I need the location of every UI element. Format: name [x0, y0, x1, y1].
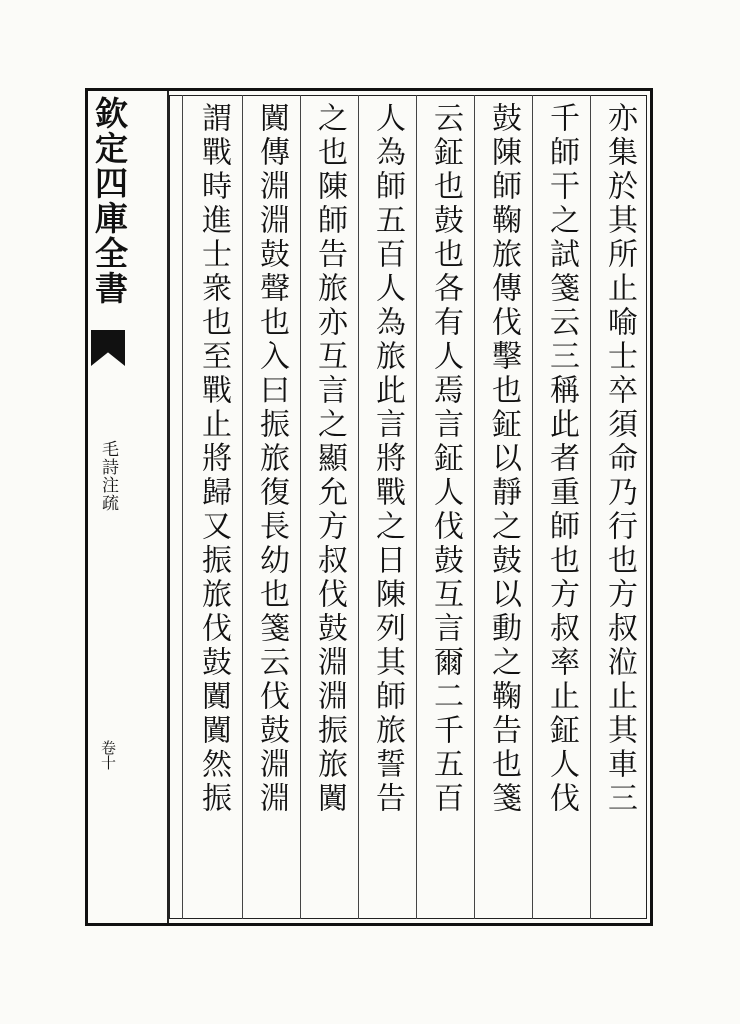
banner-page-number: 卷十: [99, 740, 117, 770]
column-divider: [300, 95, 301, 919]
text-column-5: 人為師五百人為旅此言將戰之日陳列其師旅誓告: [370, 102, 405, 816]
column-divider: [358, 95, 359, 919]
text-column-7: 闐傳淵淵鼓聲也入曰振旅復長幼也箋云伐鼓淵淵: [254, 102, 289, 816]
banner-title: 欽定四庫全書: [90, 96, 129, 306]
text-column-4: 云鉦也鼓也各有人焉言鉦人伐鼓互言爾二千五百: [428, 102, 463, 816]
text-column-3: 鼓陳師鞠旅傳伐擊也鉦以靜之鼓以動之鞠告也箋: [486, 102, 521, 816]
text-column-2: 千師干之試箋云三稱此者重師也方叔率止鉦人伐: [544, 102, 579, 816]
column-divider: [242, 95, 243, 919]
text-column-6: 之也陳師告旅亦互言之顯允方叔伐鼓淵淵振旅闐: [312, 102, 347, 816]
column-divider: [474, 95, 475, 919]
column-divider: [416, 95, 417, 919]
text-column-1: 亦集於其所止喻士卒須命乃行也方叔涖止其車三: [602, 102, 637, 816]
column-divider: [182, 95, 183, 919]
text-column-8: 謂戰時進士衆也至戰止將歸又振旅伐鼓闐闐然振: [196, 102, 231, 816]
column-divider: [590, 95, 591, 919]
banner-book-title: 毛詩注疏: [98, 440, 118, 512]
column-divider: [532, 95, 533, 919]
